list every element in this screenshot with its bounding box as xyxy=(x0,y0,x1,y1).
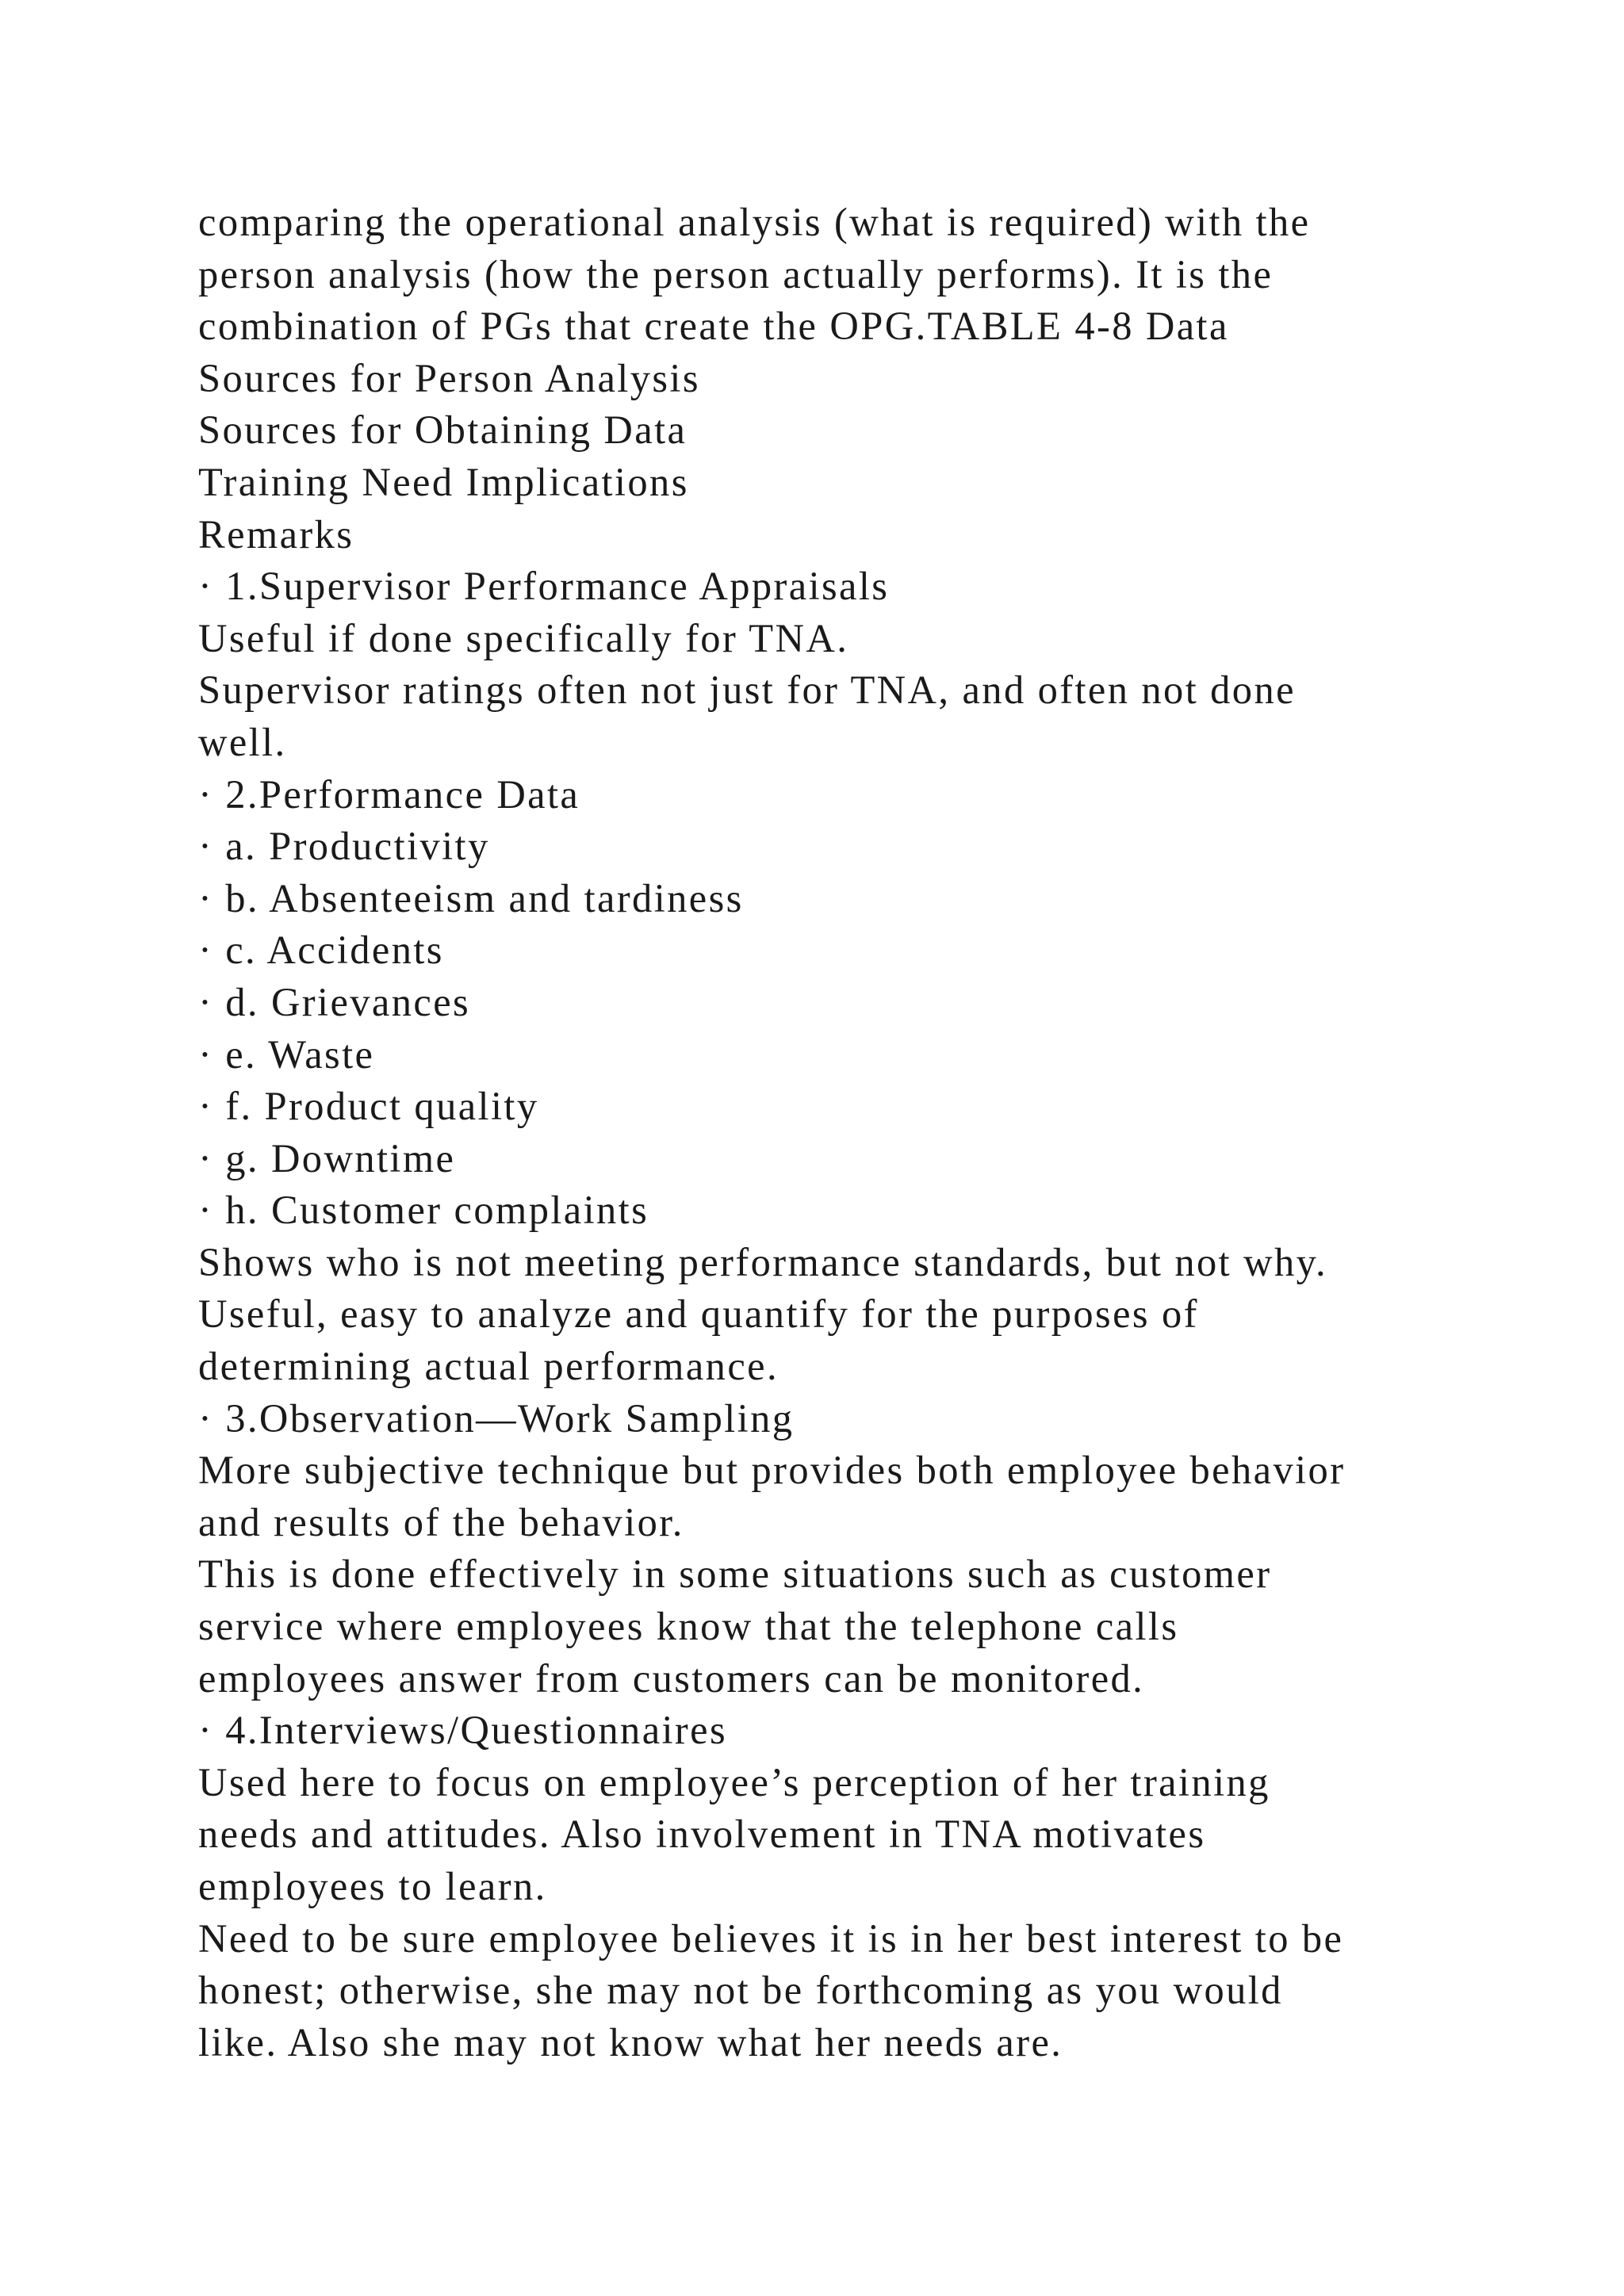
text-line: service where employees know that the telephone calls xyxy=(198,1604,1179,1649)
list-item: · b. Absenteeism and tardiness xyxy=(198,875,744,920)
list-item: · 1.Supervisor Performance Appraisals xyxy=(198,564,890,609)
text-line: Need to be sure employee believes it is in her best interest to be xyxy=(198,1915,1344,1961)
table-title-line: Sources for Person Analysis xyxy=(198,355,700,400)
text-line: employees to learn. xyxy=(198,1864,547,1908)
text-line: person analysis (how the person actually performs). It is the xyxy=(198,251,1274,297)
text-line: employees answer from customers can be monitored. xyxy=(198,1655,1145,1701)
text-line: determining actual performance. xyxy=(198,1344,779,1389)
text-line: and results of the behavior. xyxy=(198,1499,684,1544)
column-header-remarks: Remarks xyxy=(198,511,354,557)
text-line: Useful, easy to analyze and quantify for the purposes of xyxy=(198,1292,1199,1337)
list-item: · d. Grievances xyxy=(198,979,471,1024)
list-item: · e. Waste xyxy=(198,1031,375,1077)
list-item: · 4.Interviews/Questionnaires xyxy=(198,1708,728,1753)
list-item: · 3.Observation—Work Sampling xyxy=(198,1395,795,1441)
column-header-sources: Sources for Obtaining Data xyxy=(198,408,688,453)
list-item: · 2.Performance Data xyxy=(198,771,580,817)
text-line: well. xyxy=(198,719,287,764)
text-line: combination of PGs that create the OPG.TABLE 4-8 Data xyxy=(198,304,1229,349)
list-item: · g. Downtime xyxy=(198,1135,456,1181)
text-line: This is done effectively in some situations such as customer xyxy=(198,1552,1272,1597)
list-item: · f. Product quality xyxy=(198,1084,539,1129)
document-body xyxy=(198,197,1546,2068)
text-line: Shows who is not meeting performance standards, but not why. xyxy=(198,1239,1328,1284)
text-line: Useful if done specifically for TNA. xyxy=(198,615,849,660)
text-line: Supervisor ratings often not just for TNA, and often not done xyxy=(198,668,1296,713)
text-line: honest; otherwise, she may not be forthcoming as you would xyxy=(198,1968,1283,2013)
text-line: needs and attitudes. Also involvement in TNA motivates xyxy=(198,1812,1206,1857)
column-header-implications: Training Need Implications xyxy=(198,459,689,504)
list-item: · c. Accidents xyxy=(198,928,444,973)
text-line: More subjective technique but provides both employee behavior xyxy=(198,1448,1346,1493)
text-line: Used here to focus on employee’s perception of her training xyxy=(198,1759,1270,1804)
list-item: · a. Productivity xyxy=(198,824,490,869)
text-line: comparing the operational analysis (what is required) with the xyxy=(198,200,1311,244)
list-item: · h. Customer complaints xyxy=(198,1188,649,1233)
text-line: like. Also she may not know what her needs are. xyxy=(198,2019,1063,2064)
